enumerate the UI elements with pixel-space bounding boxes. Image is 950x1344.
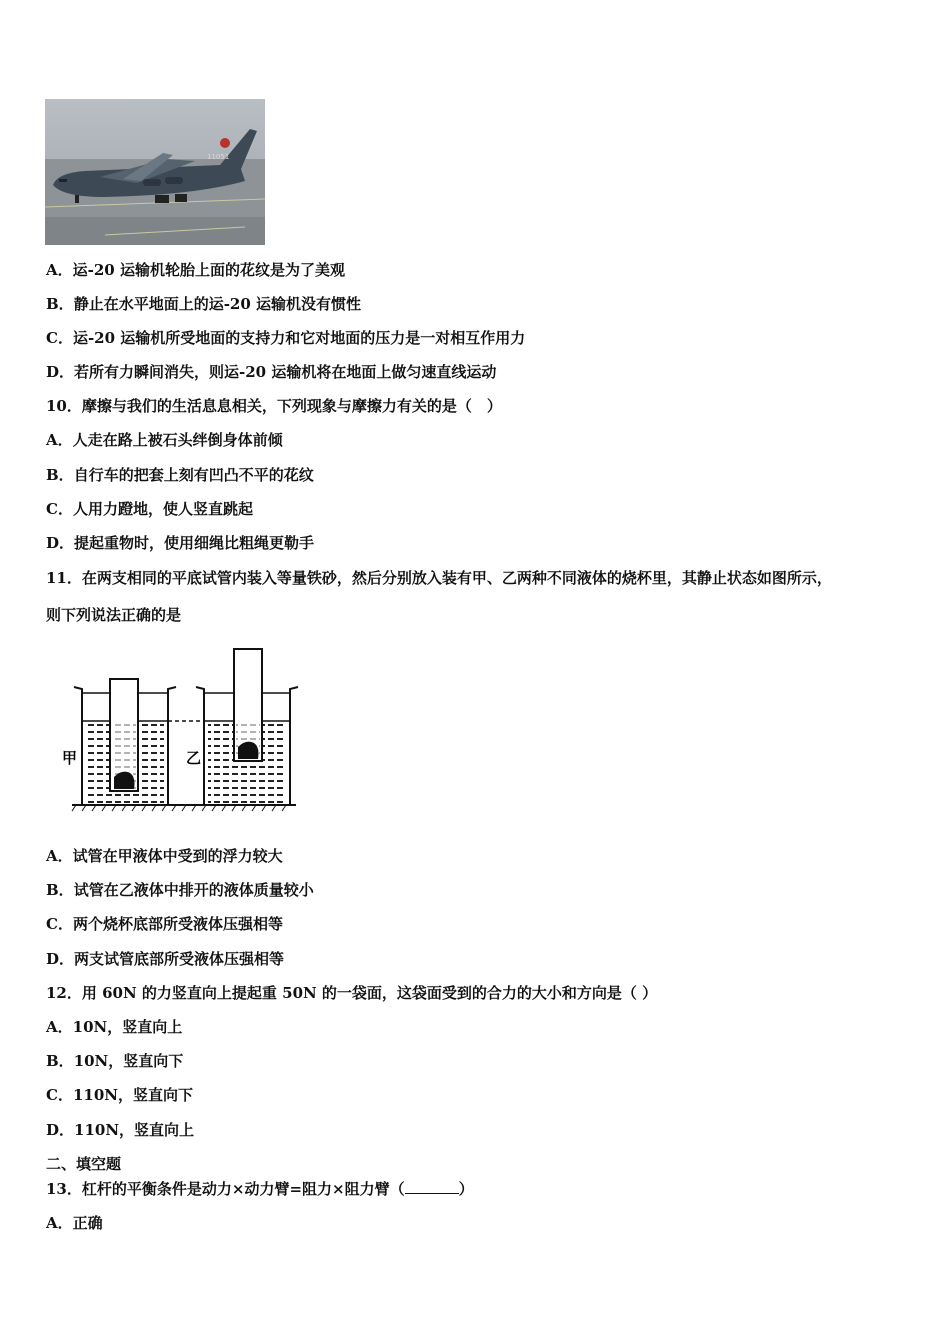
q10-option-b [46,465,314,485]
option-label: C． [46,1086,73,1104]
option-text: 正确 [72,1214,103,1232]
option-text: 人用力蹬地，使人竖直跳起 [72,500,253,518]
option-text: 运-20 运输机轮胎上面的花纹是为了美观 [72,261,345,279]
q12-stem: 12．用 60N 的力竖直向上提起重 50N 的一袋面，这袋面受到的合力的大小和方向是（ ） [46,984,658,1002]
plane-illustration [45,99,265,245]
q12-option-a [46,1017,182,1037]
option-text: 若所有力瞬间消失，则运-20 运输机将在地面上做匀速直线运动 [74,363,497,381]
option-text: 提起重物时，使用细绳比粗绳更勒手 [74,534,315,552]
option-label: A． [46,261,73,279]
answer-blank [405,1179,459,1194]
beaker-figure [60,645,300,815]
q10-option-d [46,533,314,553]
section-title: 二、填空题 [46,1155,122,1173]
label-jia: 甲 [62,749,78,767]
option-text: 两支试管底部所受液体压强相等 [74,950,285,968]
q11-option-d [46,949,284,969]
option-label: A． [46,847,73,865]
option-text: 试管在乙液体中排开的液体质量较小 [73,881,314,899]
stem-text: 13．杠杆的平衡条件是动力×动力臂=阻力×阻力臂（ [46,1180,405,1198]
option-text: 110N，竖直向上 [74,1121,195,1139]
option-label: A． [46,1018,73,1036]
option-label: D． [46,363,75,381]
q11-option-a [46,846,283,866]
option-text: 两个烧杯底部所受液体压强相等 [72,915,283,933]
q12-option-c [46,1085,193,1105]
option-text: 运-20 运输机所受地面的支持力和它对地面的压力是一对相互作用力 [72,329,526,347]
q13-stem [46,1179,474,1199]
q11-option-c [46,914,283,934]
option-text: 人走在路上被石头绊倒身体前倾 [72,431,283,449]
tail-code: 11051 [207,153,230,161]
q9-option-d [46,362,496,382]
option-text: 10N，竖直向下 [73,1052,184,1070]
option-label: D． [46,1121,75,1139]
option-label: D． [46,534,75,552]
label-yi: 乙 [186,749,202,767]
option-label: D． [46,950,75,968]
q9-option-c [46,328,525,348]
option-label: C． [46,915,73,933]
option-text: 静止在水平地面上的运-20 运输机没有惯性 [73,295,362,313]
option-text: 10N，竖直向上 [72,1018,183,1036]
option-text: 试管在甲液体中受到的浮力较大 [72,847,283,865]
beaker-illustration [60,645,300,815]
q10-stem: 10．摩擦与我们的生活息息相关，下列现象与摩擦力有关的是（ ） [46,397,502,415]
option-label: C． [46,500,73,518]
q12-option-b [46,1051,183,1071]
q9-option-b [46,294,361,314]
option-label: B． [46,295,74,313]
stem-text-end: ） [458,1180,474,1198]
q12-option-d [46,1120,194,1140]
option-label: C． [46,329,73,347]
option-text: 110N，竖直向下 [72,1086,193,1104]
plane-photo [45,99,265,245]
option-text: 自行车的把套上刻有凹凸不平的花纹 [73,466,314,484]
q10-option-a [46,430,283,450]
option-label: A． [46,1214,73,1232]
q9-option-a [46,260,345,280]
q13-option-a [46,1213,103,1233]
option-label: B． [46,466,74,484]
option-label: B． [46,1052,74,1070]
q11-stem-line2: 则下列说法正确的是 [46,606,182,624]
q11-option-b [46,880,314,900]
option-label: A． [46,431,73,449]
q10-option-c [46,499,253,519]
q11-stem-line1: 11．在两支相同的平底试管内装入等量铁砂，然后分别放入装有甲、乙两种不同液体的烧杯里，其静止状态如图所示， [46,569,832,587]
option-label: B． [46,881,74,899]
